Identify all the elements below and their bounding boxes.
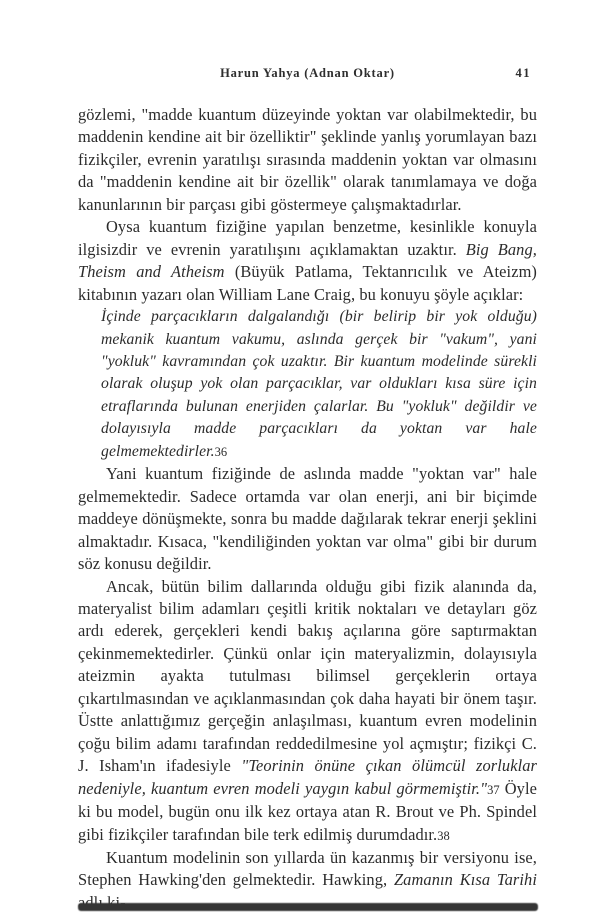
text-segment: gözlemi, "madde kuantum düzeyinde yoktan var olabilmektedir, bu maddenin kendine ait bir özelliktir" şeklinde yanlış yorumlayan bazı fizikçiler, evrenin yaratılışı sırasında maddenin yoktan var olmasını da "maddenin kendine ait bir özellik" olarak tanımlamaya ve doğa kanunlarının bir parçası gibi göstermeye çalışmaktadırlar. — [78, 105, 537, 214]
paragraph — [78, 104, 537, 216]
text-segment: Zamanın Kısa Tarihi — [393, 870, 537, 890]
paragraph — [78, 576, 537, 847]
running-head — [78, 66, 537, 81]
text-segment: "Teorinin önüne çıkan ölümcül zorluklar nedeniyle, kuantum evren modeli yaygın kabul görmemiştir." — [78, 756, 537, 798]
text-segment: Big Bang, Theism and Atheism — [78, 239, 537, 282]
footnote-ref: 38 — [437, 828, 450, 843]
paragraph — [78, 216, 537, 306]
text-segment: Kuantum modelinin son yıllarda ün kazanmış bir versiyonu ise, Stephen Hawking'den gelmektedir. Hawking, — [78, 847, 537, 890]
text-segment: Yani kuantum fiziğinde de aslında madde "yoktan var" hale gelmemektedir. Sadece ortamda var olan enerji, ani bir biçimde maddeye dönüşmekte, sonra bu madde dağılarak tekrar enerji şeklini almaktadır. Kısaca, "kendiliğinden yoktan var olma" gibi bir durum söz konusu değildir. — [78, 464, 537, 574]
block-quote — [78, 306, 537, 463]
paragraph — [78, 463, 537, 575]
text-segment: Öyle ki bu model, bugün onu ilk kez ortaya atan R. Brout ve Ph. Spindel gibi fizikçiler tarafından bile terk edilmiş durumdadır. — [78, 778, 537, 844]
scan-edge-artifact — [78, 903, 538, 911]
running-head-title: Harun Yahya (Adnan Oktar) — [220, 66, 395, 80]
footnote-ref: 37 — [487, 782, 500, 797]
page-number: 41 — [515, 66, 531, 80]
text-segment: (Büyük Patlama, Tektanrıcılık ve Ateizm) kitabının yazarı olan William Lane Craig, bu konuyu şöyle açıklar: — [78, 262, 537, 304]
footnote-ref: 36 — [214, 444, 228, 459]
text-segment: Oysa kuantum fiziğine yapılan benzetme, kesinlikle konuyla ilgisizdir ve evrenin yaratılışını açıklamaktan uzaktır. — [78, 217, 537, 259]
text-column — [78, 104, 537, 912]
text-segment: İçinde parçacıkların dalgalandığı (bir belirip bir yok olduğu) mekanik kuantum vakumu, aslında gerçek bir "vakum", yani "yokluk" kavramından çok uzaktır. Bir kuantum modelinde sürekli olarak oluşup yok olan parçacıklar, var oldukları kısa süre için etraflarında bulunan enerjiden çalarlar. Bu "yokluk" değildir ve dolayısıyla madde parçacıkları da yoktan var hale gelmemektedirler. — [101, 308, 537, 460]
text-segment: Ancak, bütün bilim dallarında olduğu gibi fizik alanında da, materyalist bilim adamları çeşitli kritik noktaları ve detayları göz ardı ederek, gerçekleri kendi bakış açılarına göre saptırmaktan çekinmemektedirler. Çünkü onlar için materyalizmin, dolayısıyla ateizmin ayakta tutulması bilimsel gerçeklerin ortaya çıkartılmasından ve açıklanmasından çok daha hayati bir önem taşır. Üstte anlattığımız gerçeğin anlaşılması, kuantum evren modelinin çoğu bilim adamı tarafından reddedilmesine yol açmıştır; fizikçi C. J. Isham'ın ifadesiyle — [78, 576, 537, 776]
